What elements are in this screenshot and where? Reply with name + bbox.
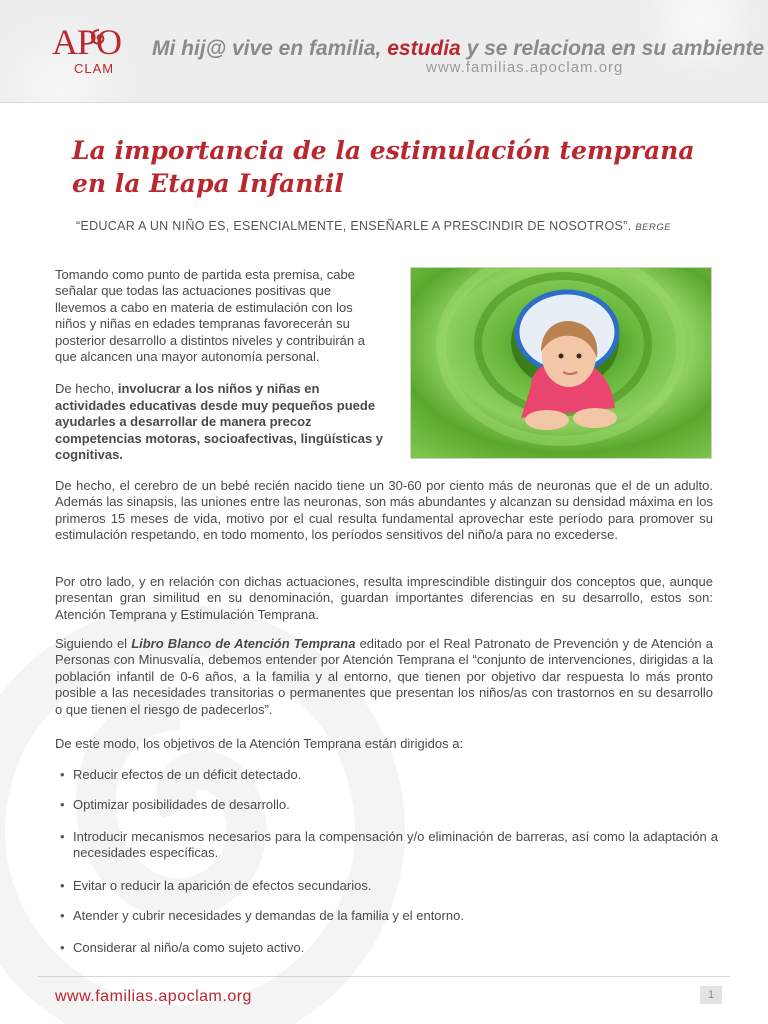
quote-author: BERGE — [635, 222, 672, 233]
list-item: • Introducir mecanismos necesarios para la compensación y/o eliminación de barreras, así como la adaptación a necesidades específicas. — [58, 829, 718, 862]
list-item: • Optimizar posibilidades de desarrollo. — [58, 797, 718, 813]
header-tagline: Mi hij@ vive en familia, estudia y se relaciona en su ambiente — [152, 37, 765, 60]
list-item: • Considerar al niño/a como sujeto activo. — [58, 940, 718, 956]
list-item: • Evitar o reducir la aparición de efectos secundarios. — [58, 878, 718, 894]
page-header — [0, 0, 768, 103]
paragraph-1: Tomando como punto de partida esta premisa, cabe señalar que todas las actuaciones positivas que llevemos a cabo en materia de estimulación con los niños y niñas en edades tempranas favorecerán su posterior desarrollo a distintos niveles y contribuirán a que alcancen una mayor autonomía personal. — [55, 267, 365, 365]
logo-swirl-icon — [88, 28, 110, 54]
paragraph-5: Siguiendo el Libro Blanco de Atención Temprana editado por el Real Patronato de Prevención y de Atención a Personas con Minusvalía, debemos entender por Atención Temprana el “conjunto de intervenciones, dirigidas a la población infantil de 0-6 años, a la familia y al entorno, que tienen por objetivo dar respuesta lo más pronto posible a las necesidades transitorias o permanentes que presentan los niños/as con trastornos en su desarrollo o que tienen el riesgo de padecerlos”. — [55, 636, 713, 717]
paragraph-6: De este modo, los objetivos de la Atención Temprana están dirigidos a: — [55, 736, 464, 751]
logo-text-bottom: CLAM — [74, 61, 115, 76]
child-in-tunnel-photo — [410, 267, 712, 459]
footer-divider — [38, 976, 730, 977]
logo-text-top: APO — [52, 22, 122, 62]
book-title: Libro Blanco de Atención Temprana — [131, 636, 356, 651]
footer-url[interactable]: www.familias.apoclam.org — [55, 988, 252, 1005]
list-item: • Reducir efectos de un déficit detectado. — [58, 767, 718, 783]
epigraph-quote: “EDUCAR A UN NIÑO ES, ESENCIALMENTE, ENSEÑARLE A PRESCINDIR DE NOSOTROS”. BERGE — [76, 219, 672, 233]
paragraph-4: Por otro lado, y en relación con dichas actuaciones, resulta imprescindible distinguir dos conceptos que, aunque presentan gran similitud en su denominación, guardan importantes diferencias en su desarrollo, estos son: Atención Temprana y Estimulación Temprana. — [55, 574, 713, 622]
article-title — [72, 134, 695, 200]
apoclam-logo — [52, 22, 128, 78]
title-line-1: La importancia de la estimulación temprana — [72, 136, 695, 165]
title-line-2: en la Etapa Infantil — [72, 169, 344, 198]
objectives-list — [58, 767, 718, 957]
page-number: 1 — [700, 986, 722, 1004]
header-url[interactable]: www.familias.apoclam.org — [426, 59, 624, 76]
paragraph-2: De hecho, involucrar a los niños y niñas en actividades educativas desde muy pequeños puede ayudarles a desarrollar de manera precoz competencias motoras, socioafectivas, lingüísticas y cognitivas. — [55, 381, 384, 463]
intro-column — [55, 267, 385, 479]
paragraph-3: De hecho, el cerebro de un bebé recién nacido tiene un 30-60 por ciento más de neuronas que el de un adulto. Además las sinapsis, las uniones entre las neuronas, son más abundantes y alcanzan su densidad máxima en los primeros 15 meses de vida, motivo por el cual resulta fundamental aprovechar este período para promover su estimulación respetando, en todo momento, los períodos sensitivos del niño/a para no excederse. — [55, 478, 713, 543]
list-item: • Atender y cubrir necesidades y demandas de la familia y el entorno. — [58, 908, 718, 924]
